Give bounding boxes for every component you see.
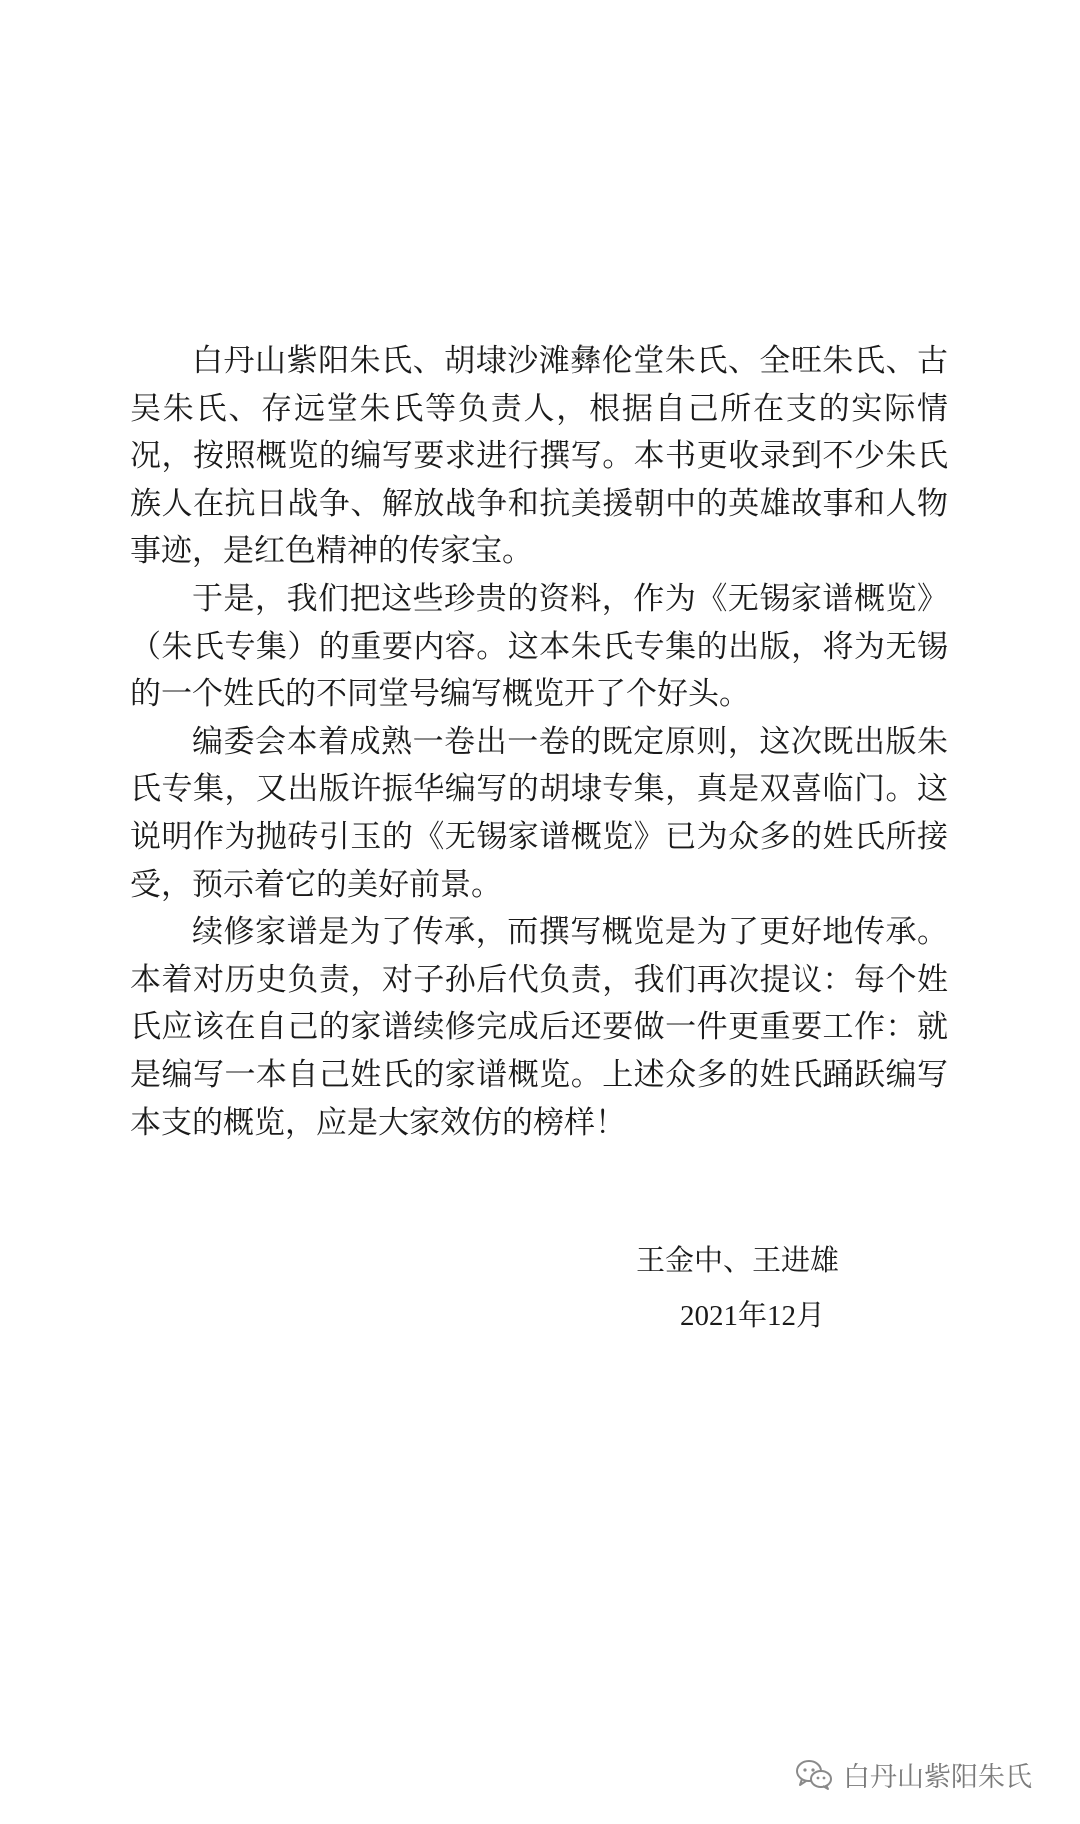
paragraph-2 [130, 576, 948, 719]
text-line: 族人在抗日战争、解放战争和抗美援朝中的英雄故事和人物 [130, 485, 948, 522]
paragraph-4 [130, 909, 948, 1147]
watermark-text: 白丹山紫阳朱氏 [843, 1762, 1032, 1793]
text-line: 续修家谱是为了传承，而撰写概览是为了更好地传承。 [192, 914, 948, 951]
text-line: 本支的概览，应是大家效仿的榜样！ [130, 1104, 626, 1141]
text-line: 氏专集，又出版许振华编写的胡埭专集，真是双喜临门。这 [130, 771, 948, 808]
text-line: 的一个姓氏的不同堂号编写概览开了个好头。 [130, 676, 750, 713]
signature-names: 王金中、王进雄 [636, 1243, 840, 1277]
document-body [130, 338, 948, 1147]
watermark [795, 1755, 1032, 1794]
paragraph-1 [130, 338, 948, 576]
text-line: 吴朱氏、存远堂朱氏等负责人，根据自己所在支的实际情 [130, 390, 948, 427]
signature-date: 2021年12月 [680, 1300, 826, 1332]
text-line: 况，按照概览的编写要求进行撰写。本书更收录到不少朱氏 [130, 438, 948, 475]
wechat-icon [795, 1759, 833, 1791]
text-line: 本着对历史负责，对子孙后代负责，我们再次提议：每个姓 [130, 961, 948, 998]
paragraph-3 [130, 719, 948, 909]
text-line: 白丹山紫阳朱氏、胡埭沙滩彝伦堂朱氏、全旺朱氏、古 [192, 343, 948, 379]
text-line: 受，预示着它的美好前景。 [130, 866, 502, 903]
text-line: （朱氏专集）的重要内容。这本朱氏专集的出版，将为无锡 [130, 628, 948, 665]
text-line: 编委会本着成熟一卷出一卷的既定原则，这次既出版朱 [192, 723, 948, 760]
text-line: 说明作为抛砖引玉的《无锡家谱概览》已为众多的姓氏所接 [130, 818, 948, 855]
text-line: 是编写一本自己姓氏的家谱概览。上述众多的姓氏踊跃编写 [130, 1056, 948, 1093]
text-line: 于是，我们把这些珍贵的资料，作为《无锡家谱概览》 [192, 580, 948, 617]
text-line: 事迹，是红色精神的传家宝。 [130, 533, 533, 570]
text-line: 氏应该在自己的家谱续修完成后还要做一件更重要工作：就 [130, 1009, 948, 1046]
